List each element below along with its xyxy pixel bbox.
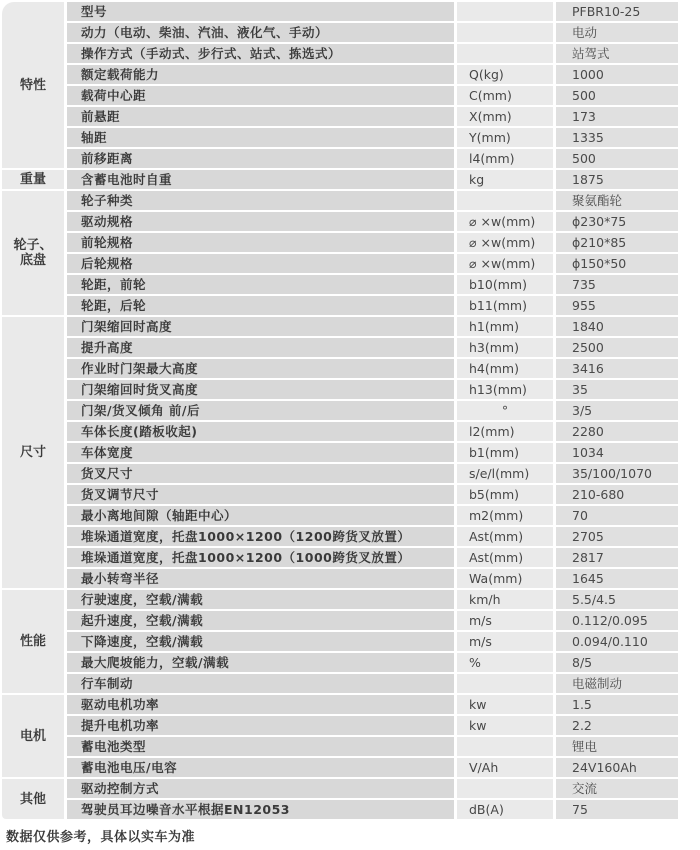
spec-value: 3/5 <box>556 401 678 420</box>
table-row <box>67 191 678 210</box>
table-row <box>67 254 678 273</box>
spec-section <box>2 317 678 588</box>
table-row <box>67 737 678 756</box>
spec-unit: Q(kg) <box>457 65 553 84</box>
spec-unit: h4(mm) <box>457 359 553 378</box>
spec-unit: b1(mm) <box>457 443 553 462</box>
spec-name: 最小离地间隙（轴距中心） <box>67 506 454 525</box>
table-row <box>67 338 678 357</box>
spec-name: 型号 <box>67 2 454 21</box>
table-row <box>67 779 678 798</box>
spec-name: 驾驶员耳边噪音水平根据EN12053 <box>67 800 454 819</box>
spec-name: 动力（电动、柴油、汽油、液化气、手动） <box>67 23 454 42</box>
table-row <box>67 590 678 609</box>
category-cell: 尺寸 <box>2 317 64 588</box>
spec-name: 后轮规格 <box>67 254 454 273</box>
table-row <box>67 695 678 714</box>
spec-name: 货叉调节尺寸 <box>67 485 454 504</box>
spec-value: 1335 <box>556 128 678 147</box>
spec-unit: ⌀ ×w(mm) <box>457 212 553 231</box>
table-row <box>67 65 678 84</box>
spec-name: 驱动电机功率 <box>67 695 454 714</box>
spec-unit: l4(mm) <box>457 149 553 168</box>
spec-unit: b11(mm) <box>457 296 553 315</box>
spec-unit: Wa(mm) <box>457 569 553 588</box>
category-cell: 其他 <box>2 779 64 819</box>
spec-name: 车体长度(踏板收起) <box>67 422 454 441</box>
spec-section <box>2 590 678 693</box>
table-row <box>67 23 678 42</box>
table-row <box>67 674 678 693</box>
table-row <box>67 317 678 336</box>
spec-value: 35 <box>556 380 678 399</box>
table-row <box>67 359 678 378</box>
spec-unit: X(mm) <box>457 107 553 126</box>
table-row <box>67 653 678 672</box>
spec-unit: ⌀ ×w(mm) <box>457 254 553 273</box>
spec-unit: h13(mm) <box>457 380 553 399</box>
spec-value: 8/5 <box>556 653 678 672</box>
spec-unit: C(mm) <box>457 86 553 105</box>
table-row <box>67 485 678 504</box>
spec-name: 货叉尺寸 <box>67 464 454 483</box>
spec-value: 2705 <box>556 527 678 546</box>
spec-value: PFBR10-25 <box>556 2 678 21</box>
spec-value: 站驾式 <box>556 44 678 63</box>
category-cell: 特性 <box>2 2 64 168</box>
table-row <box>67 128 678 147</box>
table-row <box>67 506 678 525</box>
spec-unit: s/e/l(mm) <box>457 464 553 483</box>
table-row <box>67 107 678 126</box>
spec-name: 轴距 <box>67 128 454 147</box>
spec-value: 锂电 <box>556 737 678 756</box>
spec-section <box>2 191 678 315</box>
spec-value: 2817 <box>556 548 678 567</box>
spec-unit <box>457 44 553 63</box>
spec-value: 75 <box>556 800 678 819</box>
spec-unit <box>457 2 553 21</box>
spec-unit: m/s <box>457 611 553 630</box>
spec-name: 蓄电池类型 <box>67 737 454 756</box>
spec-name: 轮距，后轮 <box>67 296 454 315</box>
spec-value: 1645 <box>556 569 678 588</box>
spec-value: 1000 <box>556 65 678 84</box>
spec-name: 门架缩回时货叉高度 <box>67 380 454 399</box>
spec-name: 最小转弯半径 <box>67 569 454 588</box>
spec-unit: Ast(mm) <box>457 527 553 546</box>
spec-name: 驱动控制方式 <box>67 779 454 798</box>
spec-value: 交流 <box>556 779 678 798</box>
spec-unit: b10(mm) <box>457 275 553 294</box>
table-row <box>67 2 678 21</box>
spec-unit: kw <box>457 695 553 714</box>
spec-unit: V/Ah <box>457 758 553 777</box>
spec-unit: ⌀ ×w(mm) <box>457 233 553 252</box>
table-row <box>67 233 678 252</box>
spec-unit: Y(mm) <box>457 128 553 147</box>
spec-name: 载荷中心距 <box>67 86 454 105</box>
table-row <box>67 170 678 189</box>
spec-value: 1875 <box>556 170 678 189</box>
spec-name: 门架缩回时高度 <box>67 317 454 336</box>
spec-unit: Ast(mm) <box>457 548 553 567</box>
table-row <box>67 380 678 399</box>
spec-unit: h3(mm) <box>457 338 553 357</box>
spec-section <box>2 2 678 168</box>
spec-value: 电磁制动 <box>556 674 678 693</box>
spec-value: ϕ210*85 <box>556 233 678 252</box>
spec-name: 操作方式（手动式、步行式、站式、拣选式） <box>67 44 454 63</box>
spec-name: 前悬距 <box>67 107 454 126</box>
table-row <box>67 44 678 63</box>
table-row <box>67 611 678 630</box>
table-row <box>67 443 678 462</box>
table-row <box>67 758 678 777</box>
table-row <box>67 149 678 168</box>
spec-value: 173 <box>556 107 678 126</box>
spec-unit: kw <box>457 716 553 735</box>
spec-value: 0.112/0.095 <box>556 611 678 630</box>
spec-unit: h1(mm) <box>457 317 553 336</box>
spec-unit: dB(A) <box>457 800 553 819</box>
spec-value: 2500 <box>556 338 678 357</box>
category-cell: 轮子、 底盘 <box>2 191 64 315</box>
spec-value: 2280 <box>556 422 678 441</box>
spec-unit: b5(mm) <box>457 485 553 504</box>
spec-value: ϕ150*50 <box>556 254 678 273</box>
spec-value: 24V160Ah <box>556 758 678 777</box>
table-row <box>67 464 678 483</box>
spec-value: 210-680 <box>556 485 678 504</box>
spec-value: 500 <box>556 86 678 105</box>
spec-value: 735 <box>556 275 678 294</box>
category-cell: 电机 <box>2 695 64 777</box>
spec-name: 含蓄电池时自重 <box>67 170 454 189</box>
spec-name: 轮距，前轮 <box>67 275 454 294</box>
table-row <box>67 422 678 441</box>
spec-name: 行车制动 <box>67 674 454 693</box>
spec-value: 电动 <box>556 23 678 42</box>
spec-name: 额定载荷能力 <box>67 65 454 84</box>
spec-name: 门架/货叉倾角 前/后 <box>67 401 454 420</box>
table-row <box>67 401 678 420</box>
category-cell: 性能 <box>2 590 64 693</box>
spec-unit <box>457 191 553 210</box>
spec-value: 35/100/1070 <box>556 464 678 483</box>
spec-value: 1840 <box>556 317 678 336</box>
spec-unit: kg <box>457 170 553 189</box>
spec-section <box>2 779 678 819</box>
spec-name: 提升电机功率 <box>67 716 454 735</box>
spec-value: 70 <box>556 506 678 525</box>
spec-name: 轮子种类 <box>67 191 454 210</box>
table-row <box>67 800 678 819</box>
table-row <box>67 716 678 735</box>
spec-value: 1034 <box>556 443 678 462</box>
spec-section <box>2 695 678 777</box>
spec-name: 提升高度 <box>67 338 454 357</box>
spec-value: 2.2 <box>556 716 678 735</box>
table-row <box>67 86 678 105</box>
spec-unit: m/s <box>457 632 553 651</box>
table-row <box>67 296 678 315</box>
spec-unit <box>457 737 553 756</box>
spec-unit: km/h <box>457 590 553 609</box>
spec-name: 行驶速度，空载/满载 <box>67 590 454 609</box>
spec-unit <box>457 674 553 693</box>
category-cell: 重量 <box>2 170 64 189</box>
spec-table <box>2 2 678 819</box>
spec-name: 堆垛通道宽度，托盘1000×1200（1200跨货叉放置） <box>67 527 454 546</box>
spec-value: 聚氨酯轮 <box>556 191 678 210</box>
spec-name: 下降速度，空载/满载 <box>67 632 454 651</box>
spec-name: 车体宽度 <box>67 443 454 462</box>
spec-unit <box>457 779 553 798</box>
spec-name: 作业时门架最大高度 <box>67 359 454 378</box>
table-row <box>67 212 678 231</box>
spec-name: 最大爬坡能力，空载/满载 <box>67 653 454 672</box>
spec-value: ϕ230*75 <box>556 212 678 231</box>
footer-note: 数据仅供参考，具体以实车为准 <box>6 830 196 845</box>
spec-value: 500 <box>556 149 678 168</box>
spec-unit: ° <box>457 401 553 420</box>
spec-name: 前移距离 <box>67 149 454 168</box>
spec-unit <box>457 23 553 42</box>
spec-name: 起升速度，空载/满载 <box>67 611 454 630</box>
spec-value: 5.5/4.5 <box>556 590 678 609</box>
table-row <box>67 569 678 588</box>
spec-unit: l2(mm) <box>457 422 553 441</box>
spec-section <box>2 170 678 189</box>
table-row <box>67 527 678 546</box>
spec-name: 蓄电池电压/电容 <box>67 758 454 777</box>
spec-value: 0.094/0.110 <box>556 632 678 651</box>
table-row <box>67 632 678 651</box>
table-row <box>67 548 678 567</box>
spec-unit: m2(mm) <box>457 506 553 525</box>
spec-value: 1.5 <box>556 695 678 714</box>
spec-value: 3416 <box>556 359 678 378</box>
spec-unit: % <box>457 653 553 672</box>
table-row <box>67 275 678 294</box>
spec-name: 前轮规格 <box>67 233 454 252</box>
spec-value: 955 <box>556 296 678 315</box>
spec-name: 堆垛通道宽度，托盘1000×1200（1000跨货叉放置） <box>67 548 454 567</box>
spec-name: 驱动规格 <box>67 212 454 231</box>
